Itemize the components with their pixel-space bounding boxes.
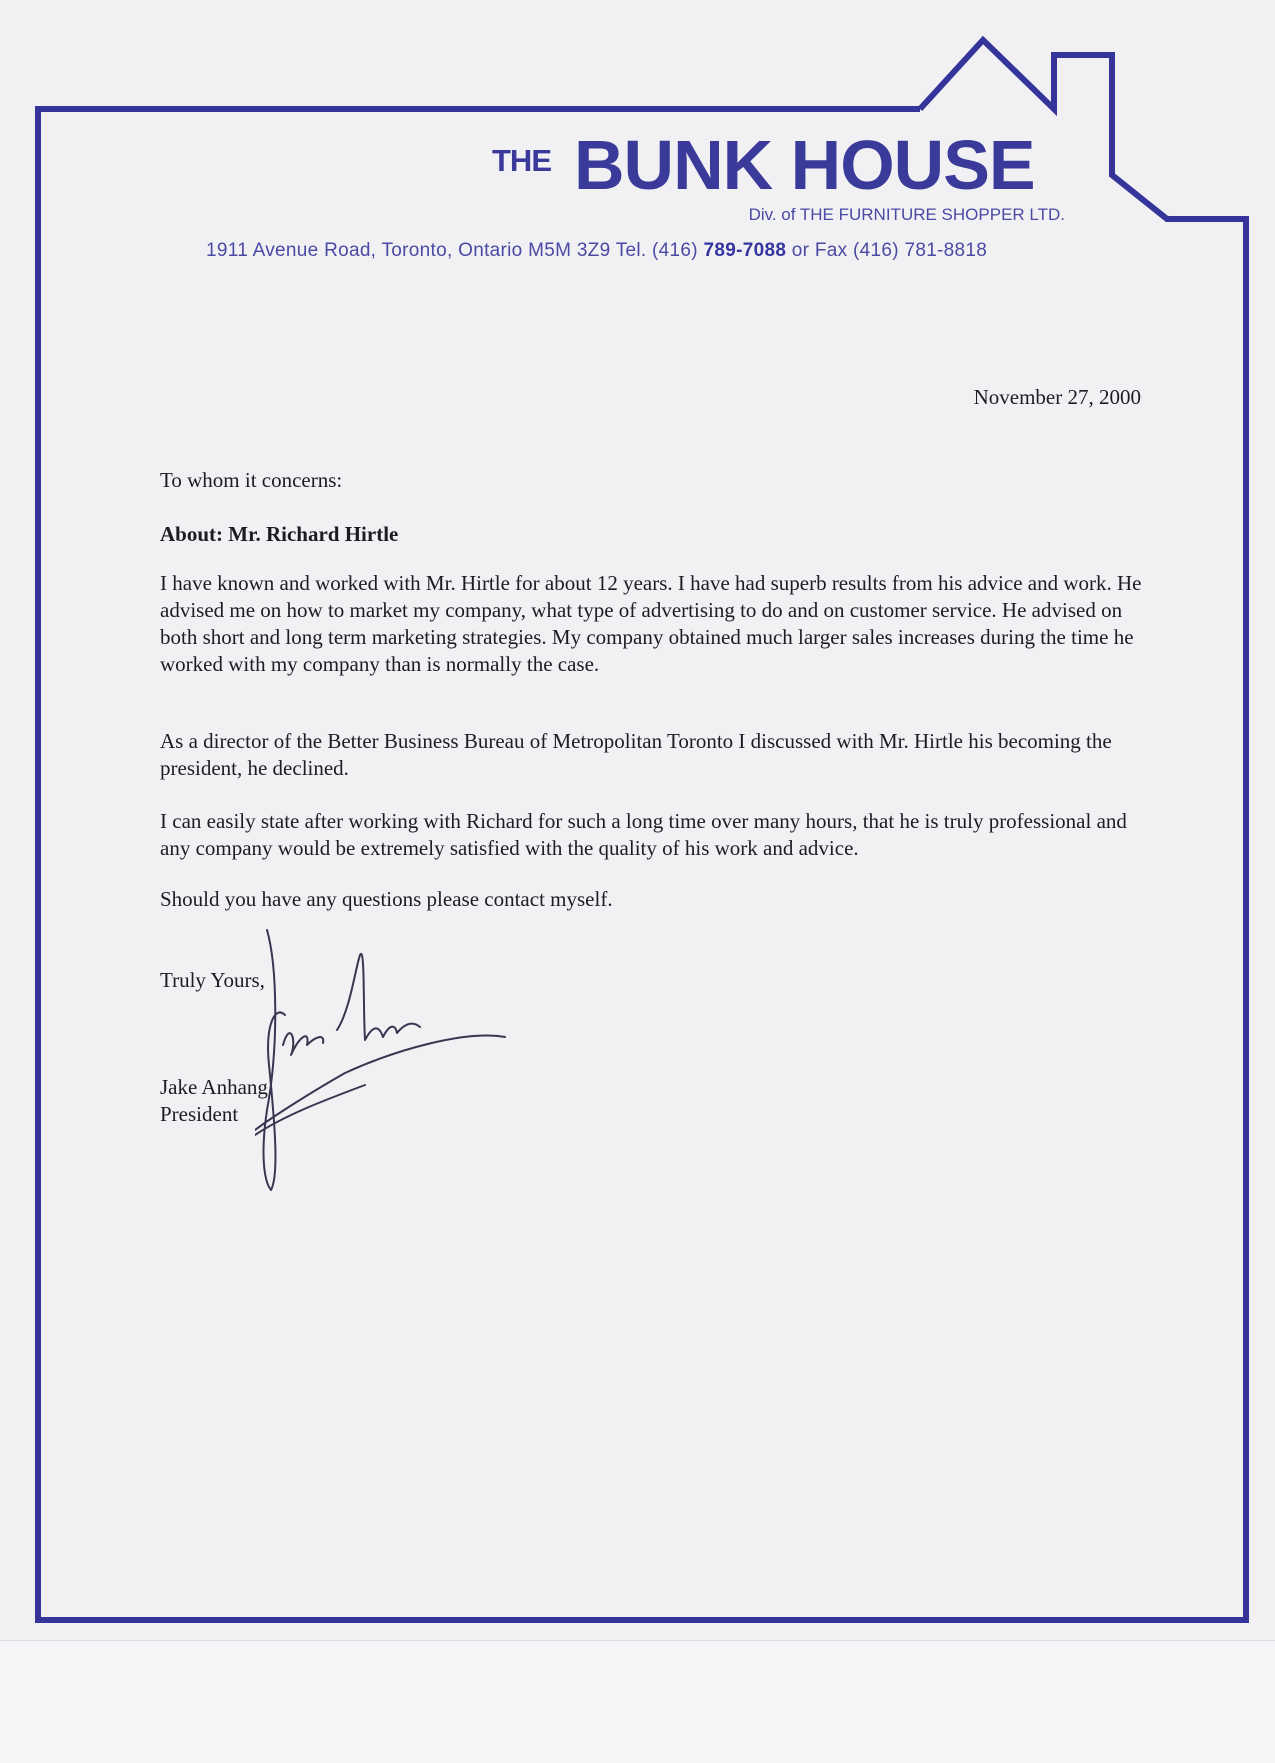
paragraph: As a director of the Better Business Bureau of Metropolitan Toronto I discussed with Mr. Hirtle his becoming the president, he declined. [160,729,1112,780]
paragraph: I have known and worked with Mr. Hirtle for about 12 years. I have had superb results from his advice and work. He advised me on how to market my company, what type of advertising to do and on customer service. He advised on both short and long term marketing strategies. My company obtained much larger sales increases during the time he worked with my company than is normally the case. [160,571,1142,676]
subject-line: About: Mr. Richard Hirtle [160,522,399,546]
letterhead-address [206,240,987,262]
logo-division: Div. of THE FURNITURE SHOPPER LTD. [748,205,1065,224]
signer-name: Jake Anhang [160,1075,268,1099]
fax-text: or Fax (416) 781-8818 [791,240,988,261]
address-text: 1911 Avenue Road, Toronto, Ontario M5M 3Z9 Tel. (416) [206,240,698,261]
salutation: To whom it concerns: [160,468,343,492]
handwritten-signature [255,925,525,1195]
letter-date: November 27, 2000 [973,385,1141,409]
closing: Truly Yours, [160,968,265,992]
logo-company-name: BUNK HOUSE [574,126,1035,204]
signer-title: President [160,1102,239,1126]
paragraph: Should you have any questions please contact myself. [160,887,613,911]
paragraph: I can easily state after working with Richard for such a long time over many hours, that he is truly professional and any company would be extremely satisfied with the quality of his work and advice. [160,809,1127,860]
logo-the: THE [492,143,551,178]
phone-number: 789-7088 [703,240,787,261]
